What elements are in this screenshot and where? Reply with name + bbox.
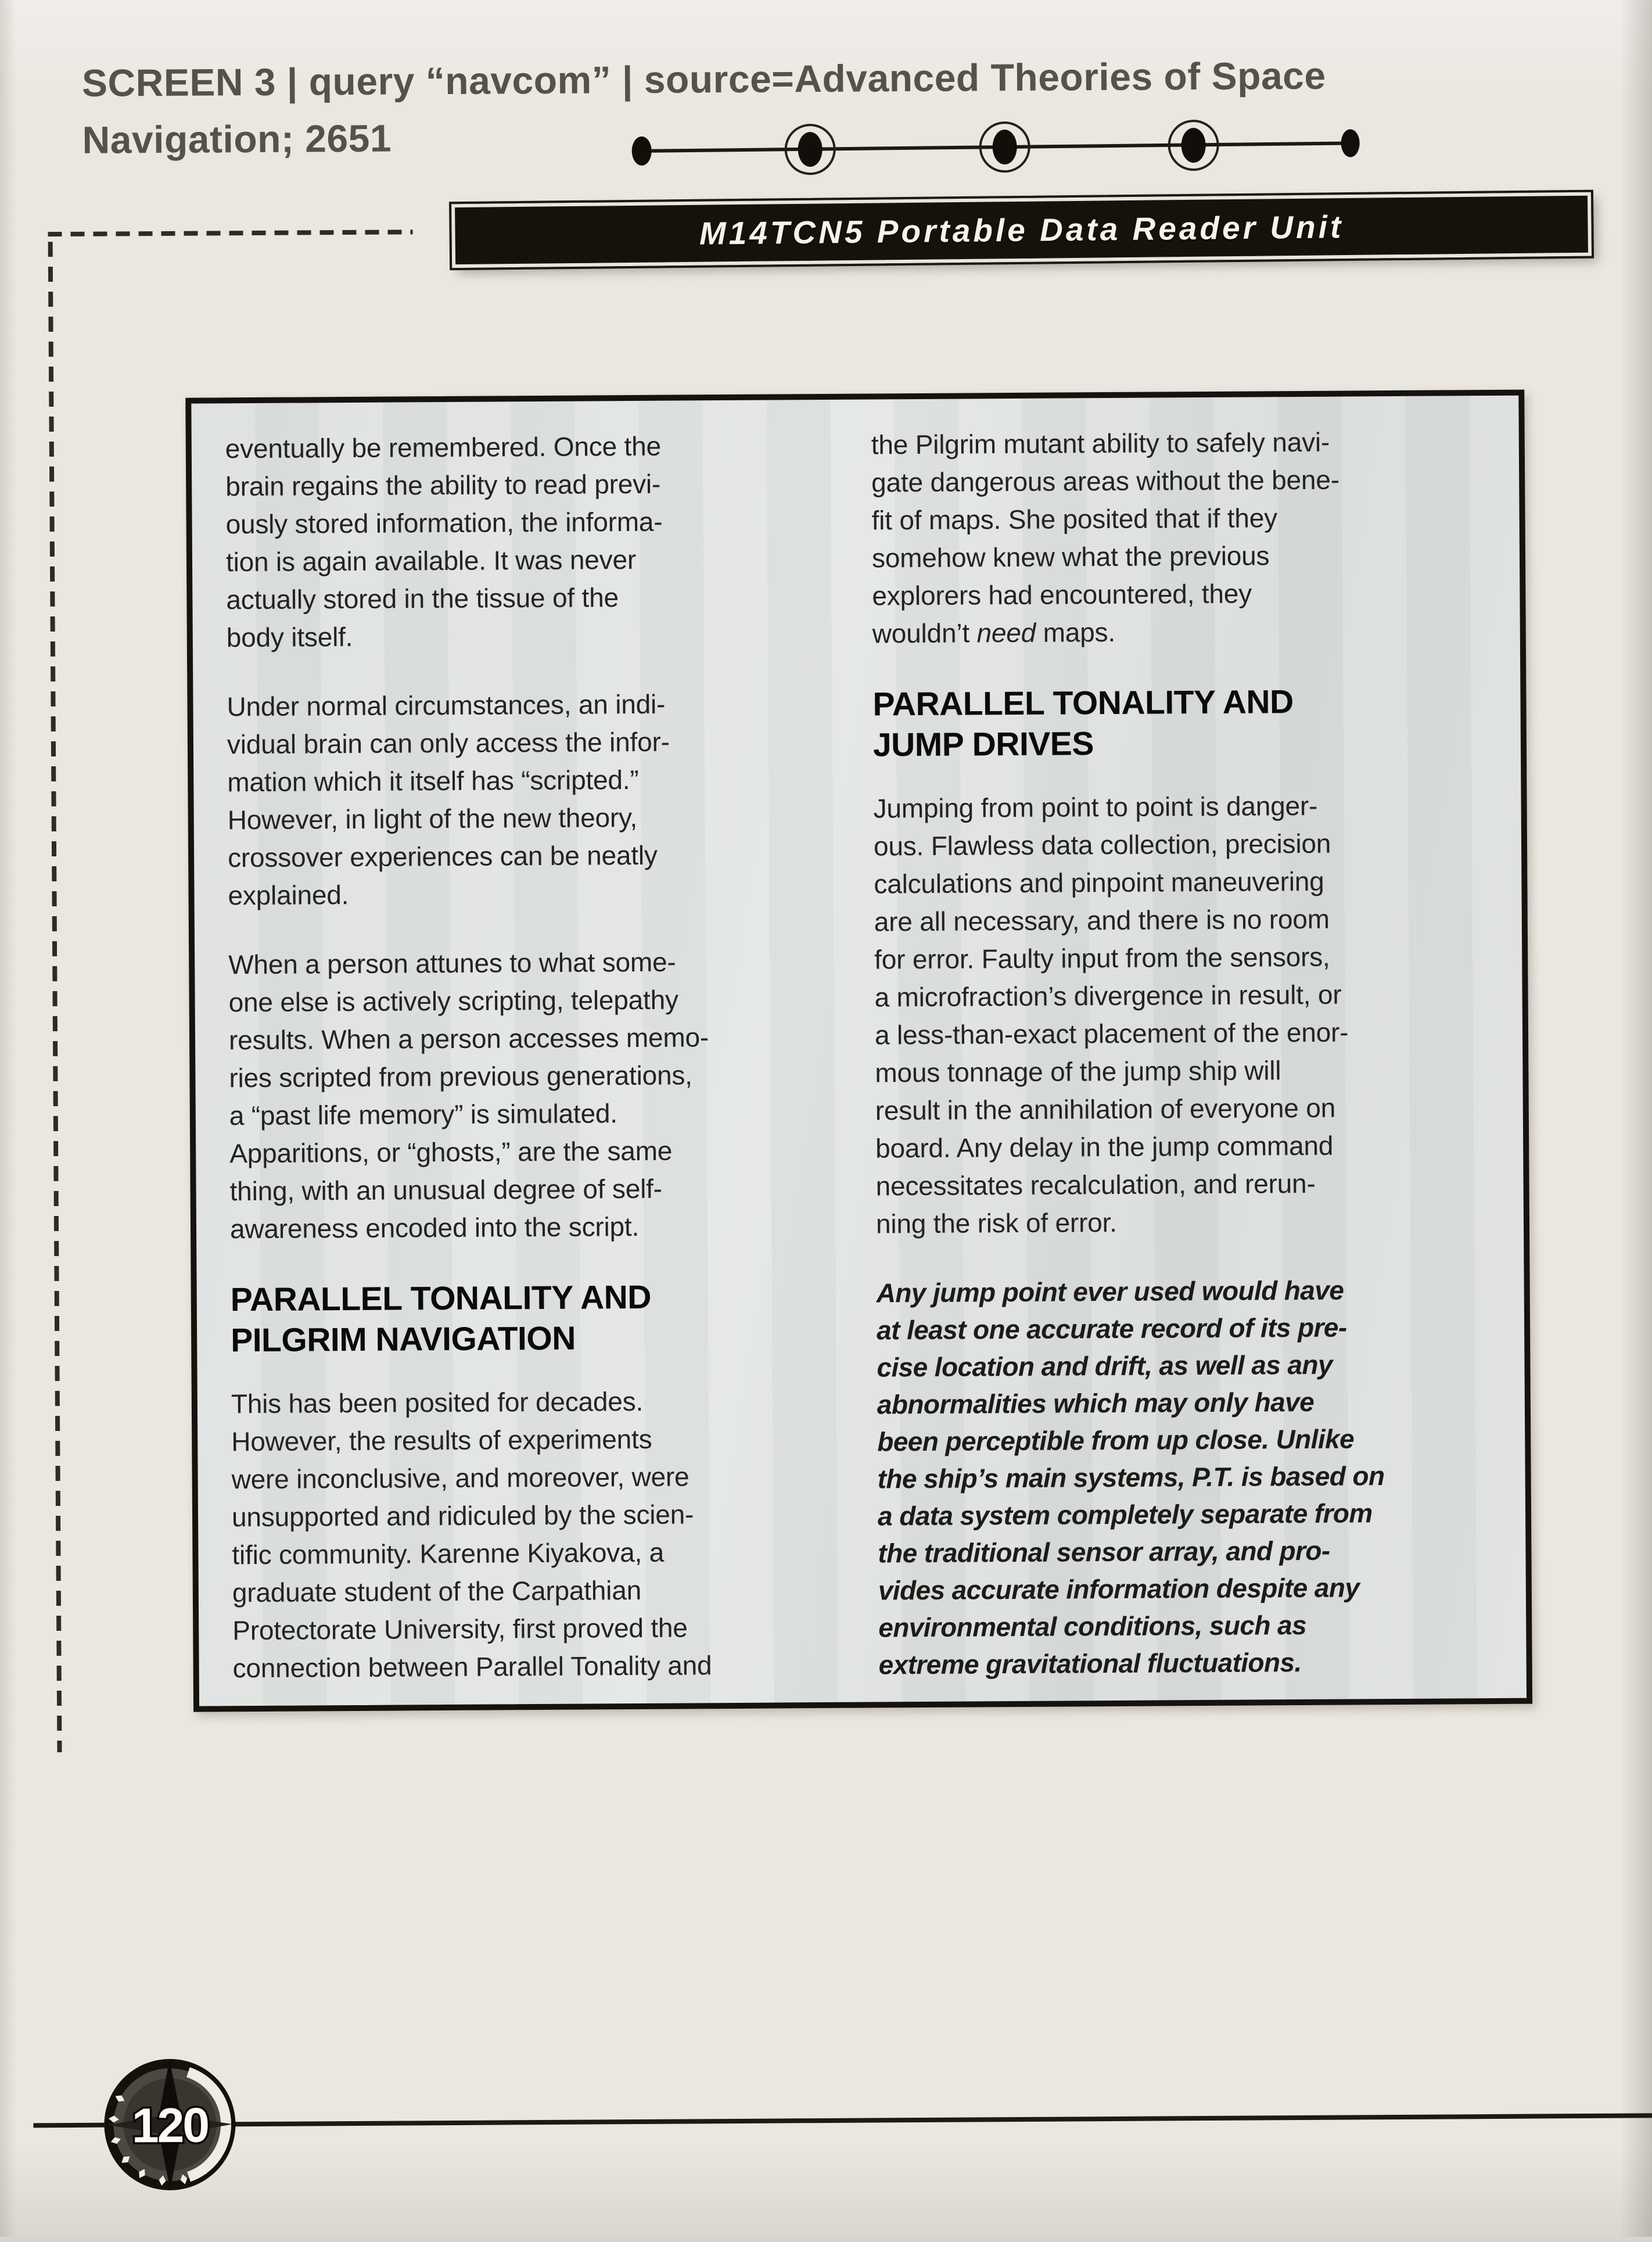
paragraph-pilgrim-ability: [871, 422, 1486, 652]
page-number: 120: [131, 2097, 209, 2153]
paragraph-memory-recall: eventually be remembered. Once the brain regains the ability to read previ- ously stored information, the informa- tion is again available. It was never actually stored in the tissue of the body itself.: [225, 431, 663, 653]
paragraph-pilgrim-ability-text: the Pilgrim mutant ability to safely navi- gate dangerous areas without the bene- fit of maps. She posited that if they somehow knew what the previous explorers had encountered, they wouldn’t: [871, 426, 1339, 649]
footer-rule: [33, 2113, 1652, 2128]
section-heading-jump-drives: PARALLEL TONALITY AND JUMP DRIVES: [872, 683, 1294, 764]
cut-guide-horizontal: [48, 229, 413, 236]
device-title-label: M14TCN5 Portable Data Reader Unit: [699, 209, 1344, 252]
section-heading-pilgrim-navigation: PARALLEL TONALITY AND PILGRIM NAVIGATION: [230, 1278, 652, 1359]
reader-screen-panel: [185, 390, 1532, 1712]
article-column-right: [871, 422, 1492, 1702]
article-column-left: [225, 426, 846, 1706]
paragraph-scripted-information: Under normal circumstances, an indi- vidual brain can only access the infor- mation which it itself has “scripted.” However, in light of the new theory, crossover experiences can be neatly explained.: [227, 688, 670, 911]
paragraph-pilgrim-ability-tail: maps.: [1035, 616, 1116, 648]
paragraph-jump-point-records: Any jump point ever used would have at least one accurate record of its pre- cise location and drift, as well as any abnormalities which may only have been perceptible from up close. Unlike the ship’s main systems, P.T. is based on a data system completely separate from the traditional sensor array, and pro- vides accurate information despite any environmental conditions, such as extreme gravitational fluctuations.: [876, 1275, 1385, 1680]
paragraph-telepathy-ghosts: When a person attunes to what some- one else is actively scripting, telepathy results. When a person accesses memo- ries scripted from previous generations, a “past life memory” is simulated. Apparitions, or “ghosts,” are the same thing, with an unusual degree of self- awareness encoded into the script.: [228, 946, 709, 1244]
screen-query-header: SCREEN 3 | query “navcom” | source=Advanced Theories of Space Navigation; 2651: [81, 53, 1326, 162]
compass-rose-badge-icon: [101, 2056, 239, 2193]
dotted-timeline-divider-icon: [627, 107, 1365, 193]
paragraph-jump-danger: Jumping from point to point is danger- ous. Flawless data collection, precision calculations and pinpoint maneuvering are all necessary, and there is no room for error. Faulty input from the sensors, a microfraction’s divergence in result, or a less-than-exact placement of the enor- mous tonnage of the jump ship will result in the annihilation of everyone on board. Any delay in the jump command necessitates recalculation, and rerun- ning the risk of error.: [873, 790, 1349, 1239]
paragraph-pilgrim-ability-emphasis: need: [976, 617, 1036, 648]
paragraph-kiyakova: This has been posited for decades. However, the results of experiments were inconclusive, and moreover, were unsupported and ridiculed by the scien- tific community. Karenne Kiyakova, a graduate student of the Carpathian Protectorate University, first proved the connection between Parallel Tonality and: [231, 1386, 712, 1684]
device-title-banner: [451, 192, 1592, 268]
cut-guide-vertical: [48, 242, 62, 1752]
